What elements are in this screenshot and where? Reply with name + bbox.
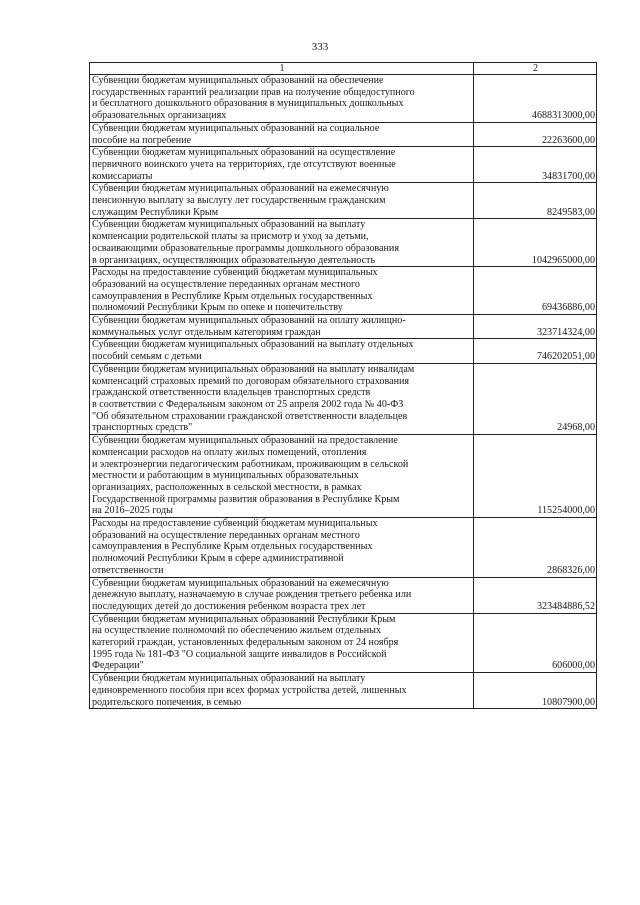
row-amount: 34831700,00 <box>474 147 597 183</box>
row-amount: 606000,00 <box>474 613 597 673</box>
row-description: Расходы на предоставление субвенций бюджетам муниципальных образований на осуществление переданных органам местного самоуправления в Республике Крым отдельных государственных полномочий Республики Крым по опеке и попечительству <box>90 267 474 315</box>
table-row <box>90 435 597 518</box>
row-description: Субвенции бюджетам муниципальных образований на ежемесячную денежную выплату, назначаемую в случае рождения третьего ребенка или последующих детей до достижения ребенком возраста трех лет <box>90 577 474 613</box>
row-description: Расходы на предоставление субвенций бюджетам муниципальных образований на осуществление переданных органам местного самоуправления в Республике Крым отдельных государственных полномочий Республики Крым в сфере административной ответственности <box>90 518 474 578</box>
table-row <box>90 613 597 673</box>
row-amount: 2868326,00 <box>474 518 597 578</box>
table-row <box>90 315 597 339</box>
table-header-row <box>90 63 597 75</box>
table-row <box>90 183 597 219</box>
column-header-description: 1 <box>90 63 474 75</box>
table-row <box>90 219 597 267</box>
table-row <box>90 267 597 315</box>
table-row <box>90 147 597 183</box>
row-description: Субвенции бюджетам муниципальных образований на оплату жилищно- коммунальных услуг отдельным категориям граждан <box>90 315 474 339</box>
page-number: 333 <box>311 41 329 53</box>
table-row <box>90 339 597 363</box>
row-description: Субвенции бюджетам муниципальных образований на предоставление компенсации расходов на оплату жилых помещений, отопления и электроэнергии педагогическим работникам, проживающим в сельской местности и работающим в муниципальных образовательных организациях, расположенных в сельской местности, в рамках Государственной программы развития образования в Республике Крым на 2016–2025 годы <box>90 435 474 518</box>
row-description: Субвенции бюджетам муниципальных образований на осуществление первичного воинского учета на территориях, где отсутствуют военные комиссариаты <box>90 147 474 183</box>
table-row <box>90 75 597 123</box>
row-description: Субвенции бюджетам муниципальных образований на выплату инвалидам компенсаций страховых премий по договорам обязательного страхования гражданской ответственности владельцев транспортных средств в соответствии с Федеральным законом от 25 апреля 2002 года № 40-ФЗ "Об обязательном страховании гражданской ответственности владельцев транспортных средств" <box>90 363 474 434</box>
row-amount: 10807900,00 <box>474 673 597 709</box>
row-amount: 323484886,52 <box>474 577 597 613</box>
row-description: Субвенции бюджетам муниципальных образований на выплату компенсации родительской платы за присмотр и уход за детьми, осваивающими образовательные программы дошкольного образования в организациях, осуществляющих образовательную деятельность <box>90 219 474 267</box>
row-amount: 4688313000,00 <box>474 75 597 123</box>
row-description: Субвенции бюджетам муниципальных образований на выплату отдельных пособий семьям с детьми <box>90 339 474 363</box>
row-amount: 323714324,00 <box>474 315 597 339</box>
row-description: Субвенции бюджетам муниципальных образований на ежемесячную пенсионную выплату за выслугу лет государственным гражданским служащим Республики Крым <box>90 183 474 219</box>
table-row <box>90 577 597 613</box>
row-amount: 8249583,00 <box>474 183 597 219</box>
budget-table <box>89 62 597 709</box>
row-amount: 746202051,00 <box>474 339 597 363</box>
row-description: Субвенции бюджетам муниципальных образований Республики Крым на осуществление полномочий по обеспечению жильем отдельных категорий граждан, установленных федеральным законом от 24 ноября 1995 года № 181-ФЗ "О социальной защите инвалидов в Российской Федерации" <box>90 613 474 673</box>
row-description: Субвенции бюджетам муниципальных образований на социальное пособие на погребение <box>90 122 474 146</box>
row-description: Субвенции бюджетам муниципальных образований на выплату единовременного пособия при всех формах устройства детей, лишенных родительского попечения, в семью <box>90 673 474 709</box>
table-row <box>90 673 597 709</box>
row-amount: 115254000,00 <box>474 435 597 518</box>
row-amount: 22263600,00 <box>474 122 597 146</box>
row-amount: 1042965000,00 <box>474 219 597 267</box>
row-amount: 69436886,00 <box>474 267 597 315</box>
row-amount: 24968,00 <box>474 363 597 434</box>
table-row <box>90 122 597 146</box>
row-description: Субвенции бюджетам муниципальных образований на обеспечение государственных гарантий реализации прав на получение общедоступного и бесплатного дошкольного образования в муниципальных дошкольных образовательных организациях <box>90 75 474 123</box>
table-row <box>90 518 597 578</box>
table-row <box>90 363 597 434</box>
column-header-amount: 2 <box>474 63 597 75</box>
